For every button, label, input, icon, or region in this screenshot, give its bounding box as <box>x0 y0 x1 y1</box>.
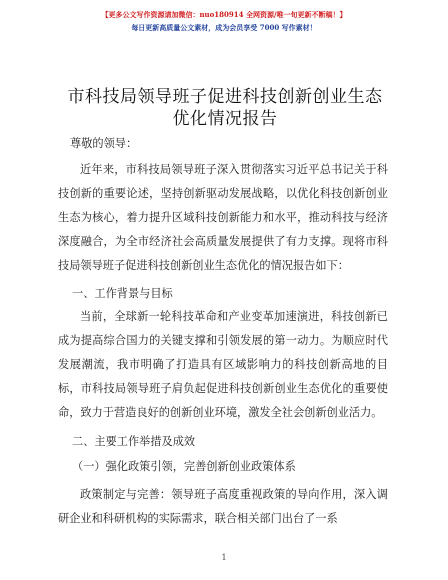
subsection-heading-policy: （一）强化政策引领，完善创新创业政策体系 <box>72 460 296 473</box>
promo-banner-line2: 每日更新高质量公文素材，成为会员享受 7000 写作素材！ <box>131 23 317 32</box>
section-heading-background: 一、工作背景与目标 <box>72 287 173 300</box>
promo-banner-line1: 【更多公文写作资源请加微信：nuo180914 全网资源/唯一旬更新不断稿！】 <box>101 10 347 19</box>
paragraph-policy: 政策制定与完善：领导班子高度重视政策的导向作用，深入调研企业和科研机构的实际需求，联合相关部门出台了一系 <box>58 488 388 525</box>
promo-banner <box>0 10 448 33</box>
greeting: 尊敬的领导： <box>70 137 138 150</box>
paragraph-background: 当前，全球新一轮科技革命和产业变革加速演进，科技创新已成为提高综合国力的关键支撑和引领发展的第一动力。为顺应时代发展潮流，我市明确了打造具有区域影响力的科技创新高地的目标，市科技局领导班子肩负起促进科技创新创业生态优化的重要使命，致力于营造良好的创新创业环境，激发全社会创新创业活力。 <box>58 310 388 419</box>
paragraph-intro: 近年来，市科技局领导班子深入贯彻落实习近平总书记关于科技创新的重要论述，坚持创新驱动发展战略，以优化科技创新创业生态为核心，着力提升区域科技创新能力和水平，推动科技与经济深度融合，为全市经济社会高质量发展提供了有力支撑。现将市科技局领导班子促进科技创新创业生态优化的情况报告如下： <box>58 163 388 272</box>
document-title: 市科技局领导班子促进科技创新创业生态优化情况报告 <box>67 87 383 129</box>
page-number: 1 <box>221 553 227 562</box>
section-heading-measures: 二、主要工作举措及成效 <box>72 435 196 448</box>
